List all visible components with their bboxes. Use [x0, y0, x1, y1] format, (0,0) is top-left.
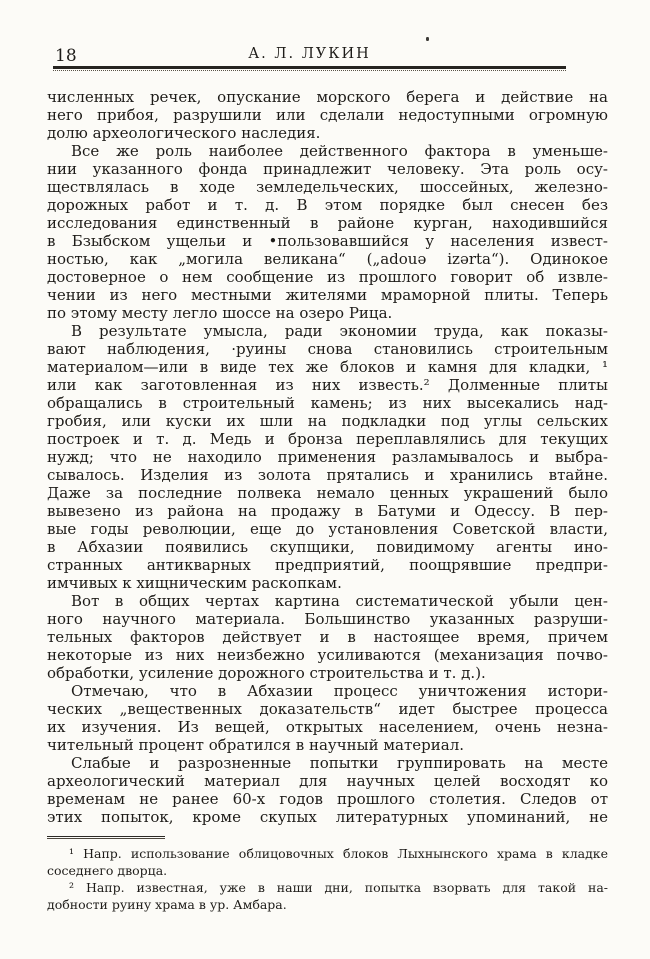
text-line: в Бзыбском ущельи и •пользовавшийся у населения извест-: [47, 232, 608, 250]
text-line: Все же роль наиболее действенного фактора в уменьше-: [71, 142, 608, 160]
text-line: численных речек, опускание морского берега и действие на: [47, 88, 608, 106]
text-line: по этому месту легло шоссе на озеро Рица.: [47, 304, 393, 322]
text-line: Даже за последние полвека немало ценных украшений было: [47, 484, 608, 502]
text-line: в Абхазии появились скупщики, повидимому агенты ино-: [47, 538, 608, 556]
body-text: [47, 88, 608, 826]
text-line: ного научного материала. Большинство указанных разруши-: [47, 610, 608, 628]
header-rule: [53, 66, 566, 76]
text-line: Слабые и разрозненные попытки группировать на месте: [71, 754, 608, 772]
text-line: странных антикварных предприятий, поощрявшие предпри-: [47, 556, 608, 574]
text-line: добности руину храма в ур. Амбара.: [47, 897, 287, 912]
text-line: Вот в общих чертах картина систематической убыли цен-: [71, 592, 608, 610]
text-line: или как заготовленная из них известь.² Долменные плиты: [47, 376, 608, 394]
text-line: некоторые из них неизбежно усиливаются (механизация почво-: [47, 646, 608, 664]
text-line: чительный процент обратился в научный материал.: [47, 736, 464, 754]
text-line: ческих „вещественных доказательств“ идет быстрее процесса: [47, 700, 608, 718]
text-line: обращались в строительный камень; из них высекались над-: [47, 394, 608, 412]
text-line: исследования единственный в районе курган, находившийся: [47, 214, 608, 232]
text-line: В результате умысла, ради экономии труда, как показы-: [71, 322, 608, 340]
text-line: него прибоя, разрушили или сделали недоступными огромную: [47, 106, 608, 124]
text-line: ¹ Напр. использование облицовочных блоков Лыхнынского храма в кладке: [69, 846, 608, 861]
text-line: сывалось. Изделия из золота прятались и хранились втайне.: [47, 466, 608, 484]
text-line: нии указанного фонда принадлежит человеку. Эта роль осу-: [47, 160, 608, 178]
ink-speck-artifact: [426, 37, 429, 41]
text-line: гробия, или куски их шли на подкладки под углы сельских: [47, 412, 608, 430]
footnotes: [47, 845, 608, 913]
text-line: материалом—или в виде тех же блоков и камня для кладки, ¹: [47, 358, 608, 376]
text-line: нужд; что не находило применения разламывалось и выбра-: [47, 448, 608, 466]
text-line: этих попыток, кроме скупых литературных упоминаний, не: [47, 808, 608, 826]
text-line: Отмечаю, что в Абхазии процесс уничтожения истори-: [71, 682, 608, 700]
text-line: вывезено из района на продажу в Батуми и Одессу. В пер-: [47, 502, 608, 520]
text-line: построек и т. д. Медь и бронза переплавлялись для текущих: [47, 430, 608, 448]
text-line: имчивых к хищническим раскопкам.: [47, 574, 342, 592]
text-line: ностью, как „могила великана“ („adouə izərta“). Одинокое: [47, 250, 608, 268]
text-line: археологический материал для научных целей восходят ко: [47, 772, 608, 790]
text-line: достоверное о нем сообщение из прошлого говорит об извле-: [47, 268, 608, 286]
text-line: ² Напр. известная, уже в наши дни, попытка взорвать для такой на-: [69, 880, 608, 895]
text-line: вают наблюдения, ·руины снова становились строительным: [47, 340, 608, 358]
running-head-author: А. Л. ЛУКИН: [248, 46, 371, 62]
text-line: обработки, усиление дорожного строительства и т. д.).: [47, 664, 486, 682]
text-line: чении из него местными жителями мраморной плиты. Теперь: [47, 286, 608, 304]
text-line: дорожных работ и т. д. В этом порядке был снесен без: [47, 196, 608, 214]
page-number: 18: [55, 46, 77, 66]
text-line: временам не ранее 60-х годов прошлого столетия. Следов от: [47, 790, 608, 808]
text-line: соседнего дворца.: [47, 863, 168, 878]
text-line: долю археологического наследия.: [47, 124, 321, 142]
text-line: вые годы революции, еще до установления Советской власти,: [47, 520, 608, 538]
text-line: их изучения. Из вещей, открытых населением, очень незна-: [47, 718, 608, 736]
text-line: тельных факторов действует и в настоящее время, причем: [47, 628, 608, 646]
text-line: ществлялась в ходе земледельческих, шоссейных, железно-: [47, 178, 608, 196]
footnote-separator-rule: [47, 836, 165, 841]
